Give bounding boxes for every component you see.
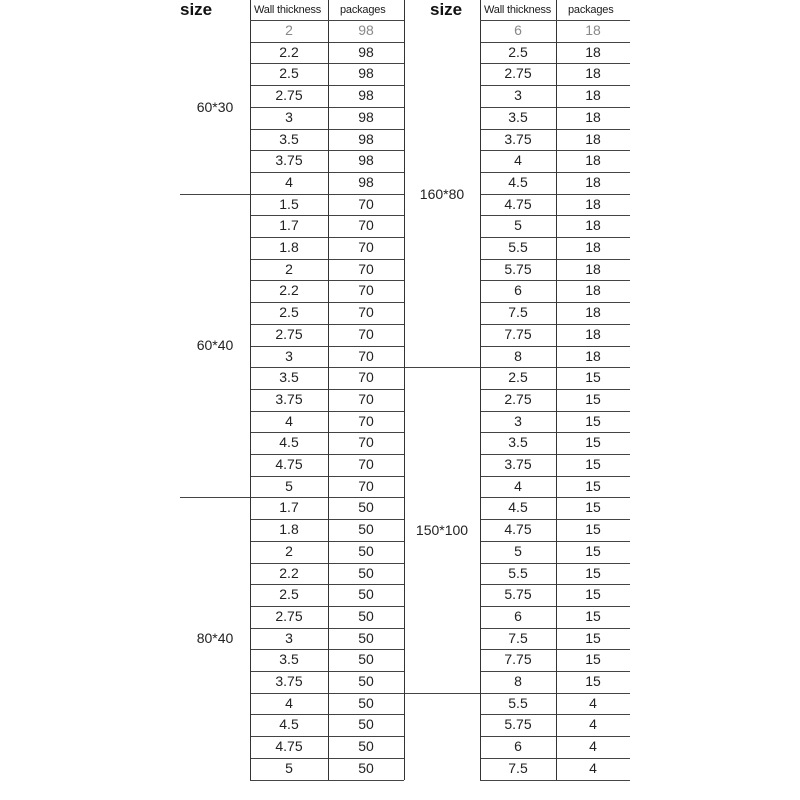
wall-thickness-cell: 3 <box>514 87 522 104</box>
packages-cell: 15 <box>585 673 601 689</box>
right-size-group-label <box>404 693 480 780</box>
wall-thickness-cell: 2.2 <box>279 282 299 299</box>
packages-cell: 98 <box>358 108 374 125</box>
wall-thickness-cell: 4.5 <box>508 499 528 516</box>
packages-cell: 70 <box>358 412 374 429</box>
wall-thickness-cell: 4.75 <box>504 521 532 538</box>
wall-thickness-cell: 5.5 <box>508 564 528 581</box>
wall-thickness-cell: 3.75 <box>504 130 532 147</box>
left-size-group-label: 60*30 <box>196 98 234 115</box>
wall-thickness-cell: 3.75 <box>275 390 303 407</box>
packages-cell: 70 <box>358 369 374 386</box>
wall-thickness-cell: 8 <box>514 347 522 364</box>
left-size-group-label: 60*40 <box>196 337 234 354</box>
packages-cell: 50 <box>358 586 374 603</box>
packages-cell: 18 <box>585 65 601 82</box>
packages-cell: 98 <box>358 173 374 190</box>
wall-thickness-cell: 4 <box>285 173 293 190</box>
packages-cell: 70 <box>358 217 374 234</box>
wall-thickness-cell: 5 <box>285 759 293 776</box>
wall-thickness-cell: 4.75 <box>275 738 303 755</box>
wall-thickness-cell: 2.75 <box>275 607 303 624</box>
packages-cell: 70 <box>358 239 374 255</box>
wall-thickness-cell: 3.75 <box>275 152 303 169</box>
right-size-group-label: 160*80 <box>419 185 465 202</box>
wall-thickness-cell: 5 <box>285 477 293 494</box>
packages-cell: 98 <box>358 22 374 38</box>
left-packages-header: packages <box>340 4 386 16</box>
packages-cell: 4 <box>589 738 597 755</box>
wall-thickness-cell: 4.75 <box>504 195 532 212</box>
packages-cell: 15 <box>585 586 601 603</box>
wall-thickness-cell: 3.5 <box>279 651 299 668</box>
wall-thickness-cell: 4 <box>514 152 522 169</box>
wall-thickness-cell: 2 <box>285 22 293 38</box>
packages-cell: 18 <box>585 130 601 147</box>
packages-cell: 18 <box>585 87 601 104</box>
wall-thickness-cell: 6 <box>514 607 522 624</box>
packages-cell: 18 <box>585 152 601 169</box>
wall-thickness-cell: 2.5 <box>508 369 528 386</box>
packages-cell: 70 <box>358 304 374 321</box>
packages-cell: 15 <box>585 477 601 494</box>
wall-thickness-cell: 5 <box>514 217 522 234</box>
packages-cell: 15 <box>585 412 601 429</box>
wall-thickness-cell: 7.5 <box>508 759 528 776</box>
wall-thickness-cell: 5.5 <box>508 239 528 255</box>
wall-thickness-cell: 2.2 <box>279 564 299 581</box>
wall-thickness-cell: 5.5 <box>508 694 528 711</box>
wall-thickness-cell: 1.7 <box>279 217 299 234</box>
wall-thickness-cell: 2.75 <box>504 65 532 82</box>
wall-thickness-cell: 2.5 <box>279 586 299 603</box>
wall-thickness-cell: 2.75 <box>275 325 303 342</box>
packages-cell: 98 <box>358 87 374 104</box>
wall-thickness-cell: 1.5 <box>279 195 299 212</box>
wall-thickness-cell: 1.8 <box>279 239 299 255</box>
packages-cell: 18 <box>585 347 601 364</box>
packages-cell: 50 <box>358 564 374 581</box>
packages-cell: 50 <box>358 542 374 559</box>
wall-thickness-cell: 3.5 <box>279 369 299 386</box>
wall-thickness-cell: 7.75 <box>504 325 532 342</box>
wall-thickness-cell: 7.75 <box>504 651 532 668</box>
wall-thickness-cell: 3 <box>514 412 522 429</box>
packages-cell: 50 <box>358 521 374 538</box>
packages-cell: 70 <box>358 390 374 407</box>
wall-thickness-cell: 5.75 <box>504 260 532 277</box>
wall-thickness-cell: 4.75 <box>275 456 303 472</box>
wall-thickness-cell: 8 <box>514 673 522 689</box>
packages-cell: 70 <box>358 477 374 494</box>
wall-thickness-cell: 3.75 <box>275 673 303 689</box>
wall-thickness-cell: 4.5 <box>279 434 299 451</box>
packages-cell: 50 <box>358 629 374 646</box>
wall-thickness-cell: 2.5 <box>508 43 528 60</box>
wall-thickness-cell: 1.7 <box>279 499 299 516</box>
right-packages-header: packages <box>568 4 614 16</box>
wall-thickness-cell: 2 <box>285 260 293 277</box>
packages-cell: 98 <box>358 152 374 169</box>
wall-thickness-cell: 3 <box>285 629 293 646</box>
right-size-group-label: 150*100 <box>415 521 469 538</box>
packages-cell: 50 <box>358 759 374 776</box>
packages-cell: 50 <box>358 607 374 624</box>
packages-cell: 15 <box>585 456 601 472</box>
packages-cell: 18 <box>585 239 601 255</box>
wall-thickness-cell: 7.5 <box>508 629 528 646</box>
packages-cell: 70 <box>358 195 374 212</box>
packages-cell: 18 <box>585 217 601 234</box>
packages-cell: 15 <box>585 651 601 668</box>
packages-cell: 50 <box>358 499 374 516</box>
packages-cell: 18 <box>585 173 601 190</box>
left-size-group-label: 80*40 <box>196 630 234 647</box>
right-wall-thickness-header: Wall thickness <box>484 4 552 16</box>
wall-thickness-cell: 2.75 <box>504 390 532 407</box>
wall-thickness-cell: 3.5 <box>508 108 528 125</box>
packages-cell: 98 <box>358 65 374 82</box>
packages-cell: 70 <box>358 260 374 277</box>
packages-cell: 18 <box>585 43 601 60</box>
packages-cell: 50 <box>358 738 374 755</box>
wall-thickness-cell: 6 <box>514 738 522 755</box>
packages-cell: 70 <box>358 434 374 451</box>
left-size-header: size <box>180 0 213 19</box>
wall-thickness-cell: 2 <box>285 542 293 559</box>
packages-cell: 70 <box>358 282 374 299</box>
packages-cell: 15 <box>585 369 601 386</box>
packages-cell: 18 <box>585 282 601 299</box>
packages-cell: 50 <box>358 694 374 711</box>
wall-thickness-cell: 3.5 <box>279 130 299 147</box>
packages-cell: 18 <box>585 108 601 125</box>
packages-cell: 15 <box>585 434 601 451</box>
wall-thickness-cell: 4.5 <box>508 173 528 190</box>
packages-cell: 4 <box>589 759 597 776</box>
packages-cell: 15 <box>585 390 601 407</box>
wall-thickness-cell: 5.75 <box>504 716 532 733</box>
wall-thickness-cell: 5.75 <box>504 586 532 603</box>
left-row-divider <box>250 780 404 781</box>
wall-thickness-cell: 3.75 <box>504 456 532 472</box>
right-row-divider <box>480 780 630 781</box>
packages-cell: 98 <box>358 43 374 60</box>
right-size-header: size <box>430 0 463 19</box>
wall-thickness-cell: 3.5 <box>508 434 528 451</box>
packages-cell: 70 <box>358 347 374 364</box>
wall-thickness-cell: 7.5 <box>508 304 528 321</box>
packages-cell: 18 <box>585 22 601 38</box>
packages-cell: 15 <box>585 521 601 538</box>
packages-cell: 70 <box>358 456 374 472</box>
wall-thickness-cell: 5 <box>514 542 522 559</box>
wall-thickness-cell: 2.5 <box>279 65 299 82</box>
packages-cell: 18 <box>585 325 601 342</box>
packages-cell: 50 <box>358 716 374 733</box>
packages-cell: 15 <box>585 542 601 559</box>
wall-thickness-cell: 3 <box>285 108 293 125</box>
packages-cell: 4 <box>589 694 597 711</box>
packages-cell: 50 <box>358 673 374 689</box>
wall-thickness-cell: 2.5 <box>279 304 299 321</box>
packages-cell: 50 <box>358 651 374 668</box>
packages-cell: 4 <box>589 716 597 733</box>
wall-thickness-cell: 4 <box>285 412 293 429</box>
wall-thickness-cell: 6 <box>514 22 522 38</box>
wall-thickness-cell: 3 <box>285 347 293 364</box>
packages-cell: 15 <box>585 564 601 581</box>
packages-cell: 15 <box>585 607 601 624</box>
left-wall-thickness-header: Wall thickness <box>254 4 322 16</box>
packages-cell: 70 <box>358 325 374 342</box>
packages-cell: 18 <box>585 260 601 277</box>
wall-thickness-cell: 6 <box>514 282 522 299</box>
wall-thickness-cell: 1.8 <box>279 521 299 538</box>
packages-cell: 18 <box>585 304 601 321</box>
wall-thickness-cell: 4.5 <box>279 716 299 733</box>
wall-thickness-cell: 4 <box>514 477 522 494</box>
packages-cell: 98 <box>358 130 374 147</box>
wall-thickness-cell: 2.75 <box>275 87 303 104</box>
wall-thickness-cell: 4 <box>285 694 293 711</box>
packages-cell: 15 <box>585 629 601 646</box>
packages-cell: 18 <box>585 195 601 212</box>
wall-thickness-cell: 2.2 <box>279 43 299 60</box>
packages-cell: 15 <box>585 499 601 516</box>
